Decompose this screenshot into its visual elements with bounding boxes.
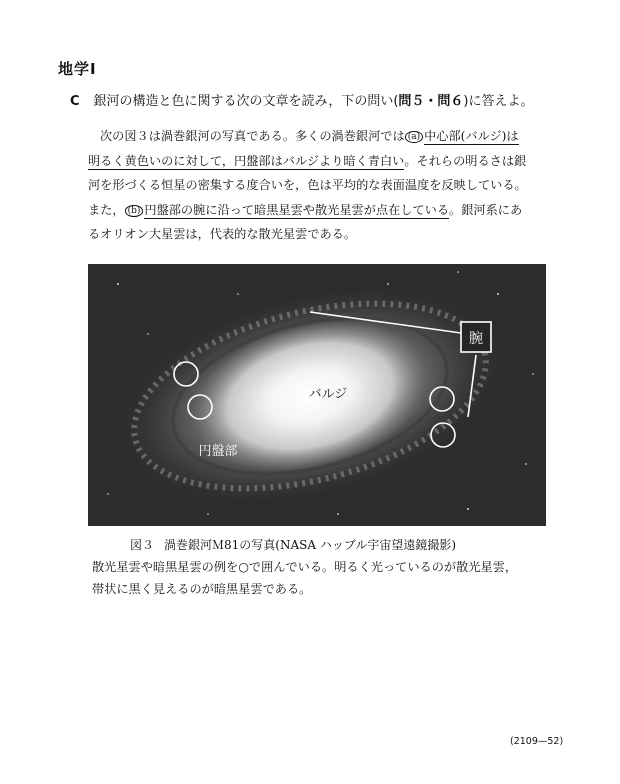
figure-caption-text: 渦巻銀河Ｍ81の写真(NASA ハッブル宇宙望遠鏡撮影) bbox=[164, 538, 457, 552]
section-tail: )に答えよ。 bbox=[463, 94, 534, 109]
note-line: 帯状に黒く見えるのが暗黒星雲である。 bbox=[92, 582, 312, 596]
paragraph-line bbox=[88, 198, 548, 223]
section-lead: 銀河の構造と色に関する次の文章を読み，下の問い( bbox=[93, 94, 399, 109]
underline-marker-a: (a) bbox=[405, 131, 423, 143]
question-ref: 問５・問６ bbox=[398, 94, 464, 109]
paragraph-line bbox=[88, 222, 548, 247]
section-heading bbox=[70, 90, 534, 109]
galaxy-illustration bbox=[88, 264, 546, 526]
section-label: C bbox=[70, 94, 80, 109]
figure-note bbox=[92, 556, 552, 600]
underlined-text-a: 中心部(バルジ)は bbox=[424, 129, 519, 143]
subject-title: 地学Ⅰ bbox=[58, 60, 97, 78]
underlined-text-b: 円盤部の腕に沿って暗黒星雲や散光星雲が点在している bbox=[144, 202, 450, 217]
galaxy-photo bbox=[88, 264, 546, 526]
text: 。それらの明るさは銀 bbox=[404, 153, 527, 168]
paragraph-line bbox=[88, 149, 548, 174]
disk-label: 円盤部 bbox=[198, 444, 238, 459]
text: るオリオン大星雲は，代表的な散光星雲である。 bbox=[88, 227, 357, 241]
text: 次の図３は渦巻銀河の写真である。多くの渦巻銀河では bbox=[100, 129, 405, 143]
main-paragraph bbox=[88, 124, 548, 247]
paragraph-line bbox=[88, 124, 548, 149]
bulge-label: バルジ bbox=[308, 387, 348, 402]
text: また， bbox=[88, 202, 125, 217]
paragraph-line bbox=[88, 173, 548, 198]
underlined-text-a-cont: 明るく黄色いのに対して，円盤部はバルジより暗く青白い bbox=[88, 153, 405, 168]
figure-caption bbox=[130, 536, 456, 553]
note-line: 散光星雲や暗黒星雲の例を○で囲んでいる。明るく光っているのが散光星雲， bbox=[92, 560, 518, 574]
underline-marker-b: (b) bbox=[125, 205, 144, 217]
text: 河を形づくる恒星の密集する度合いを，色は平均的な表面温度を反映している。 bbox=[88, 178, 527, 192]
page-code: (2109—52) bbox=[510, 736, 564, 747]
text: 。銀河系にあ bbox=[449, 202, 523, 217]
arm-label: 腕 bbox=[469, 331, 483, 347]
figure-number: 図３ bbox=[130, 538, 155, 552]
